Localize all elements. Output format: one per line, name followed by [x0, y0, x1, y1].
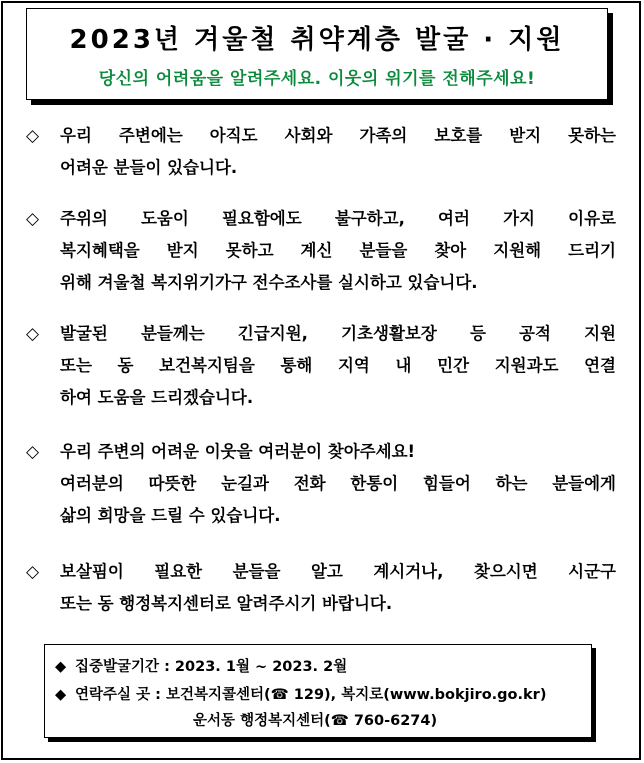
period-line	[55, 655, 347, 676]
paragraph-line: 주위의 도움이 필요함에도 불구하고, 여러 가지 이유로	[60, 209, 616, 228]
diamond-outline-icon: ◇	[26, 442, 40, 462]
title-box	[26, 8, 608, 100]
diamond-outline-icon: ◇	[26, 562, 40, 582]
diamond-outline-icon: ◇	[26, 209, 40, 229]
paragraph-line: 위해 겨울철 복지위기가구 전수조사를 실시하고 있습니다.	[60, 273, 478, 292]
paragraph-line: 보살핌이 필요한 분들을 알고 계시거나, 찾으시면 시군구	[60, 562, 616, 581]
paragraph-5	[26, 556, 616, 620]
contact-text-2: 운서동 행정복지센터(☎ 760-6274)	[193, 713, 438, 729]
paragraph-line: 발굴된 분들께는 긴급지원, 기초생활보장 등 공적 지원	[60, 324, 616, 343]
paragraph-1	[26, 120, 616, 184]
paragraph-line: 삶의 희망을 드릴 수 있습니다.	[60, 506, 281, 525]
info-box	[44, 644, 592, 738]
paragraph-line: 또는 동 행정복지센터로 알려주시기 바랍니다.	[60, 594, 393, 613]
paragraph-line: 우리 주변의 어려운 이웃을 여러분이 찾아주세요!	[60, 442, 416, 461]
page-subtitle: 당신의 어려움을 알려주세요. 이웃의 위기를 전해주세요!	[98, 69, 536, 89]
diamond-filled-icon: ◆	[55, 659, 67, 675]
paragraph-line: 여러분의 따뜻한 눈길과 전화 한통이 힘들어 하는 분들에게	[60, 474, 616, 493]
diamond-filled-icon: ◆	[55, 687, 67, 703]
paragraph-2	[26, 203, 616, 299]
paragraph-line: 우리 주변에는 아직도 사회와 가족의 보호를 받지 못하는	[60, 126, 616, 145]
paragraph-line: 또는 동 보건복지팀을 통해 지역 내 민간 지원과도 연결	[60, 356, 616, 375]
paragraph-line: 하여 도움을 드리겠습니다.	[60, 388, 254, 407]
diamond-outline-icon: ◇	[26, 126, 40, 146]
contact-line-2	[193, 709, 437, 730]
diamond-outline-icon: ◇	[26, 324, 40, 344]
paragraph-line: 복지혜택을 받지 못하고 계신 분들을 찾아 지원해 드리기	[60, 241, 616, 260]
contact-text: 연락주실 곳 : 보건복지콜센터(☎ 129), 복지로(www.bokjiro.go.kr)	[75, 687, 547, 703]
page-title: 2023년 겨울철 취약계층 발굴 · 지원	[69, 25, 565, 55]
paragraph-4	[26, 436, 616, 532]
contact-line	[55, 683, 546, 704]
paragraph-3	[26, 318, 616, 414]
paragraph-line: 어려운 분들이 있습니다.	[60, 158, 238, 177]
period-text: 집중발굴기간 : 2023. 1월 ~ 2023. 2월	[75, 659, 348, 675]
